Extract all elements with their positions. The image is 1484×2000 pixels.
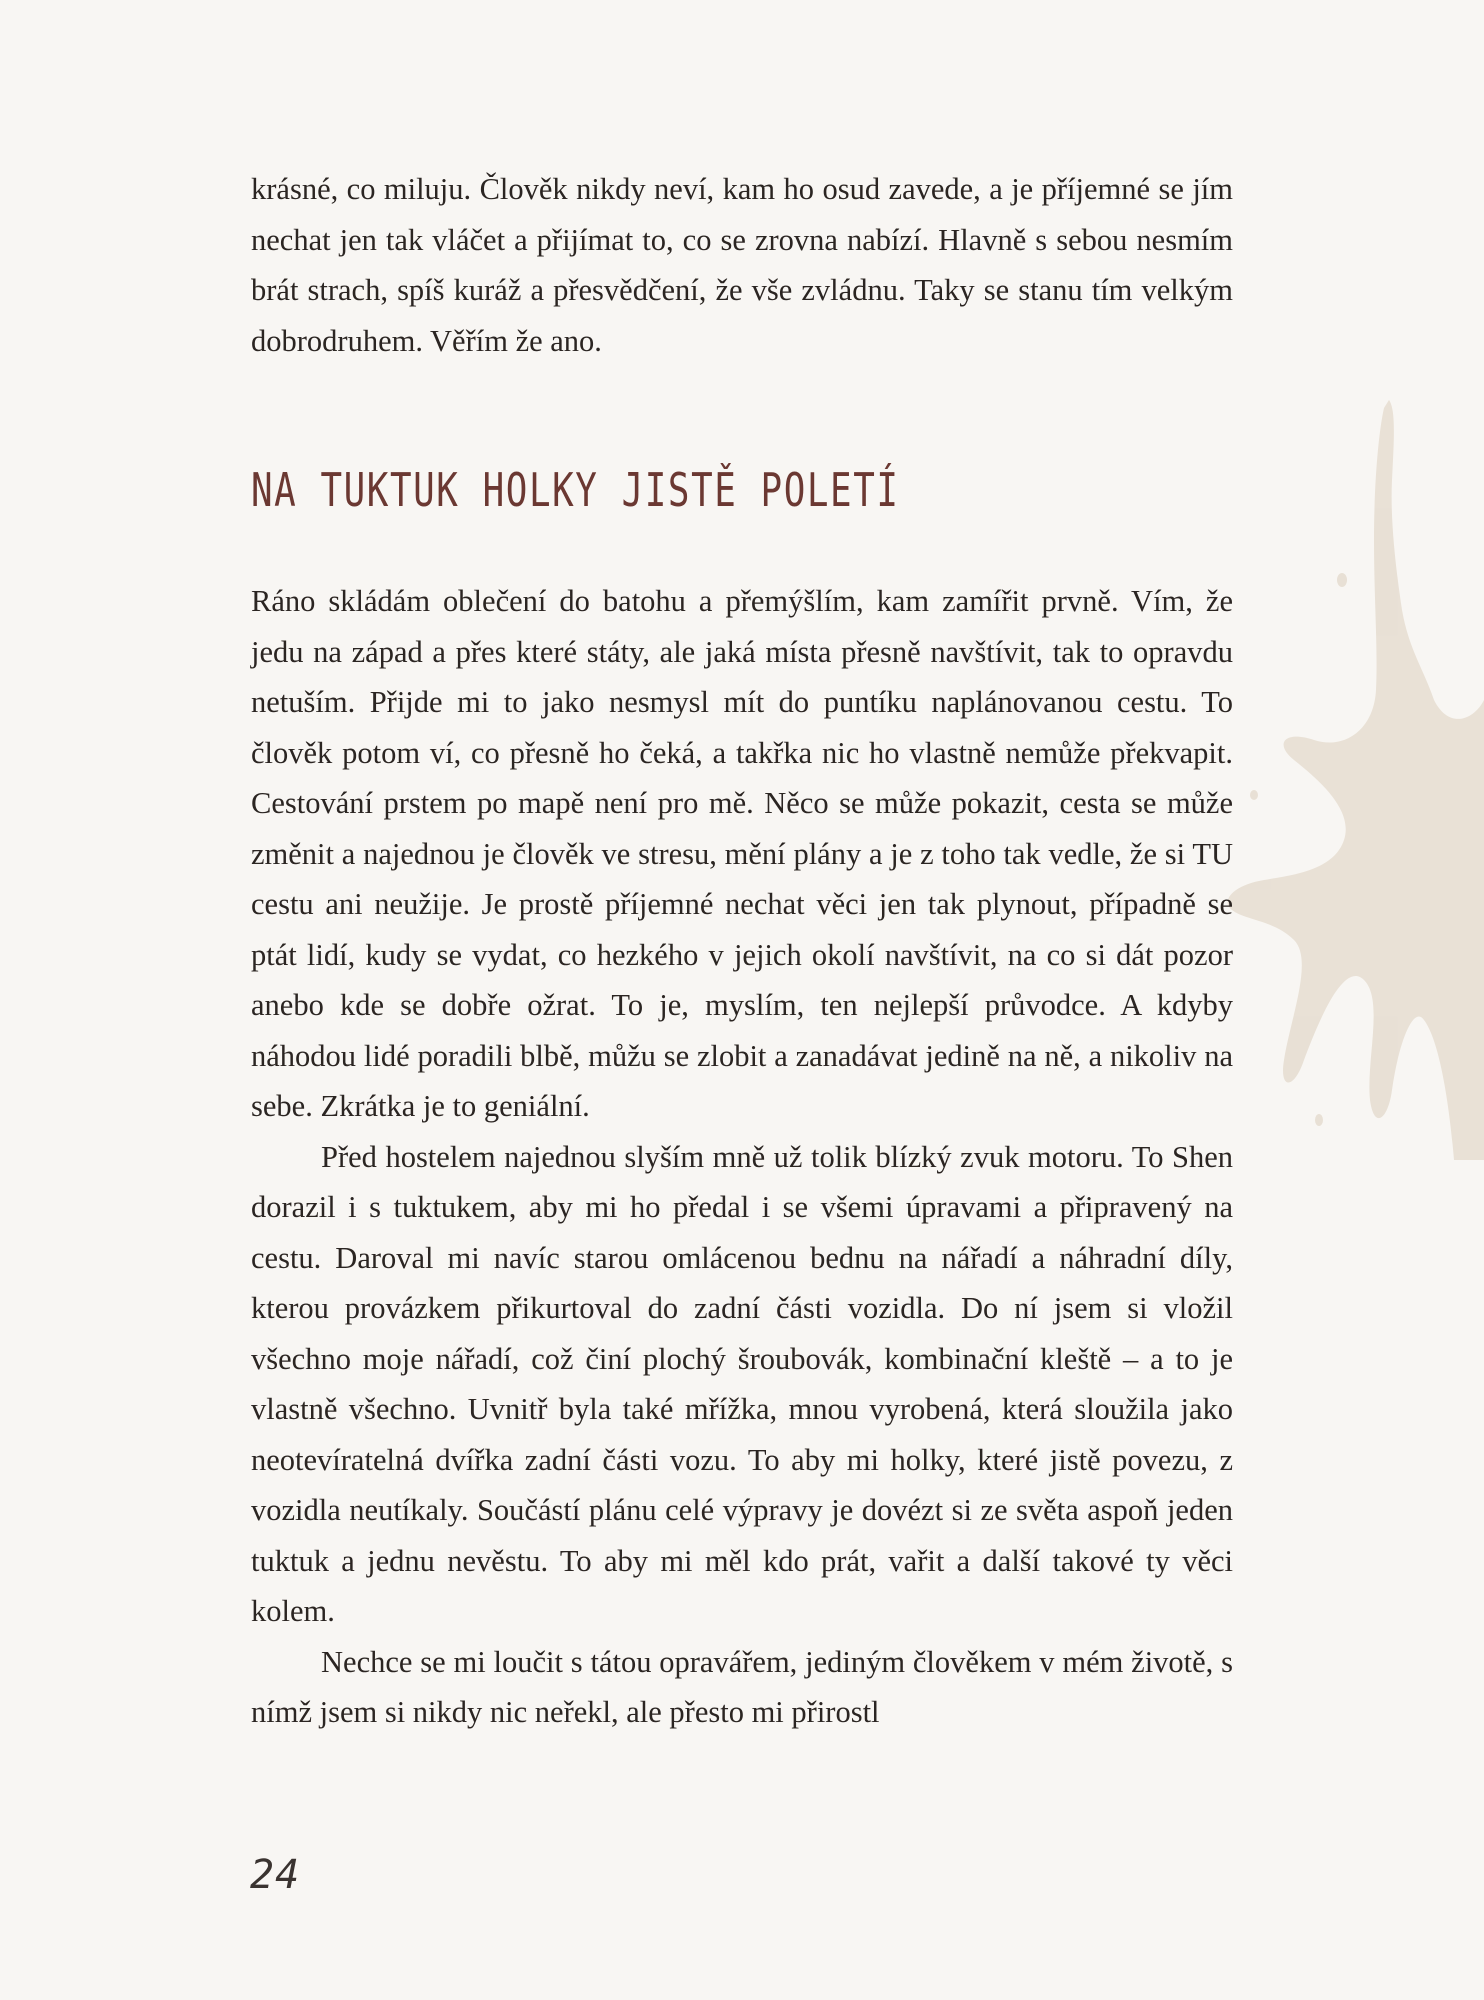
coffee-stain-decoration <box>1224 400 1484 1160</box>
text-block <box>251 164 1233 1738</box>
paragraph-1: Ráno skládám oblečení do batohu a přemýšlím, kam zamířit prvně. Vím, že jedu na západ a přes které státy, ale jaká místa přesně navštívit, tak to opravdu netuším. Přijde mi to jako nesmysl mít do puntíku naplánovanou cestu. To člověk potom ví, co přesně ho čeká, a takřka nic ho vlastně nemůže překvapit. Cestování prstem po mapě není pro mě. Něco se může pokazit, cesta se může změnit a najednou je člověk ve stresu, mění plány a je z toho tak vedle, že si TU cestu ani neužije. Je prostě příjemné nechat věci jen tak plynout, případně se ptát lidí, kudy se vydat, co hezkého v jejich okolí navštívit, na co si dát pozor anebo kde se dobře ožrat. To je, myslím, ten nejlepší průvodce. A kdyby náhodou lidé poradili blbě, můžu se zlobit a zanadávat jedině na ně, a nikoliv na sebe. Zkrátka je to geniální. <box>251 584 1233 1123</box>
paragraph-3: Nechce se mi loučit s tátou opravářem, jediným člověkem v mém životě, s nímž jsem si nikdy nic neřekl, ale přesto mi přirostl <box>251 1644 1233 1729</box>
paragraph-2: Před hostelem najednou slyším mně už tolik blízký zvuk motoru. To Shen dorazil i s tuktukem, aby mi ho předal i se všemi úpravami a připravený na cestu. Daroval mi navíc starou omlácenou bednu na nářadí a náhradní díly, kterou provázkem přikurtoval do zadní části vozidla. Do ní jsem si vložil všechno moje nářadí, což činí plochý šroubovák, kombinační kleště – a to je vlastně všechno. Uvnitř byla také mřížka, mnou vyrobená, která sloužila jako neotevíratelná dvířka zadní části vozu. To aby mi holky, které jistě povezu, z vozidla neutíkaly. Součástí plánu celé výpravy je dovézt si ze světa aspoň jeden tuktuk a jednu nevěstu. To aby mi měl kdo prát, vařit a další takové ty věci kolem. <box>251 1139 1233 1628</box>
section-heading: NA TUKTUK HOLKY JISTĚ POLETÍ <box>251 463 900 517</box>
paragraph-intro: krásné, co miluju. Člověk nikdy neví, kam ho osud zavede, a je příjemné se jím nechat jen tak vláčet a přijímat to, co se zrovna nabízí. Hlavně s sebou nesmím brát strach, spíš kuráž a přesvědčení, že vše zvládnu. Taky se stanu tím velkým dobrodruhem. Věřím že ano. <box>251 172 1233 358</box>
page-number: 24 <box>250 1852 301 1898</box>
